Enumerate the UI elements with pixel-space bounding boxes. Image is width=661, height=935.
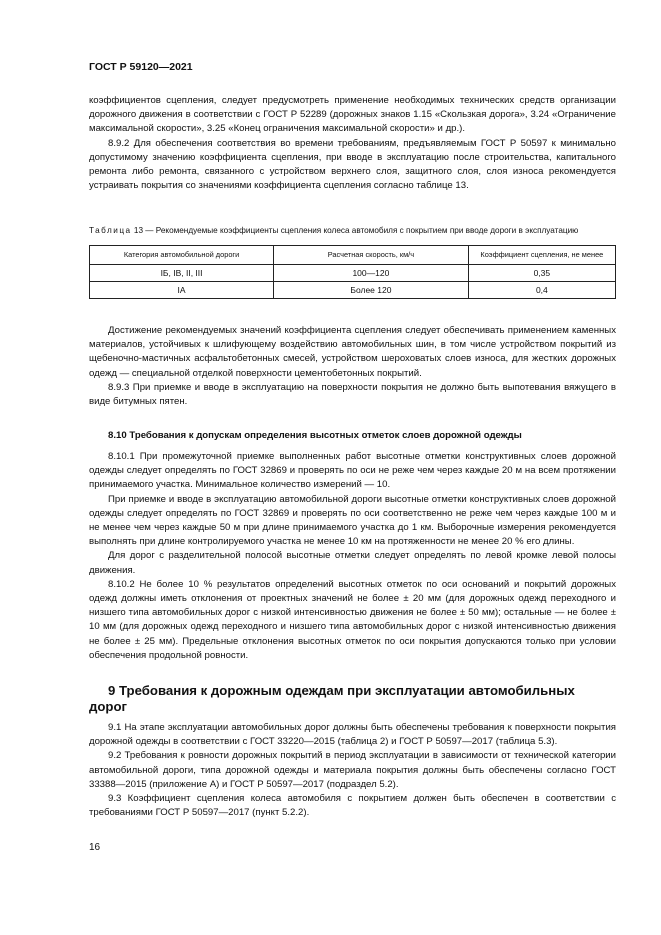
section-title <box>89 683 616 715</box>
table-cell: IБ, IВ, II, III <box>90 264 274 281</box>
table-caption-label: Таблица <box>89 226 132 235</box>
paragraph-text: Достижение рекомендуемых значений коэффициента сцепления следует обеспечивать применением каменных материалов, устойчивых к шлифующему воздействию автомобильных шин, в том числе устройством покрытий из щебеночно-мастичных асфальтобетонных смесей, устройством шероховатых слоев износа, для жестких дорожных одежд — специальной отделкой поверхности цементобетонных покрытий. <box>89 325 616 379</box>
paragraph-text: 9.2 Требования к ровности дорожных покрытий в период эксплуатации в зависимости от технической категории автомобильной дороги, типа дорожной одежды и материала покрытия должны быть обеспечены согласно ГОСТ 33388—2015 (приложение А) и ГОСТ Р 50597—2017 (подраздел 5.2). <box>89 750 616 790</box>
paragraph-text: 8.10.1 При промежуточной приемке выполненных работ высотные отметки конструктивных слоев дорожной одежды следует определять по ГОСТ 32869 и проверять по оси не реже чем через каждые 20 м на всем протяжении принимаемого участка. Минимальное количество измерений — 10. <box>89 451 616 491</box>
table-header-row <box>90 245 616 264</box>
table-13 <box>89 225 616 299</box>
document-header: ГОСТ Р 59120—2021 <box>89 61 193 73</box>
table-cell: IA <box>90 281 274 298</box>
table-cell: 0,4 <box>468 281 615 298</box>
table-caption-text: 13 — Рекомендуемые коэффициенты сцепления колеса автомобиля с покрытием при вводе дороги в эксплуатацию <box>133 226 579 235</box>
paragraph-text: 8.9.2 Для обеспечения соответствия во времени требованиям, предъявляемым ГОСТ Р 50597 к минимально допустимому значению коэффициента сцепления, при вводе в эксплуатацию после строительства, капитального ремонта либо ремонта, связанного с устройством верхнего слоя, защитного слоя, слоя износа рекомендуется устраивать покрытия со значениями коэффициента сцепления согласно таблице 13. <box>89 137 616 192</box>
coefficients-table <box>89 245 616 299</box>
paragraph-text: Для дорог с разделительной полосой высотные отметки следует определять по левой кромке левой полосы движения. <box>89 550 616 576</box>
subsection-heading: 8.10 Требования к допускам определения высотных отметок слоев дорожной одежды <box>108 430 522 441</box>
paragraph-group <box>89 450 616 663</box>
paragraph-text: 9.3 Коэффициент сцепления колеса автомобиля с покрытием должен быть обеспечен в соответствии с требованиями ГОСТ Р 50597—2017 (пункт 5.2.2). <box>89 793 616 819</box>
paragraph <box>89 94 616 193</box>
paragraph-text: 9.1 На этапе эксплуатации автомобильных дорог должны быть обеспечены требования к поверхности покрытия дорожной одежды в соответствии с ГОСТ 33220—2015 (таблица 2) и ГОСТ Р 50597—2017 (таблица 5.3). <box>89 722 616 748</box>
paragraph-text: коэффициентов сцепления, следует предусмотреть применение необходимых технических средств организации дорожного движения в соответствии с ГОСТ Р 52289 (дорожных знаков 1.15 «Скользкая дорога», 3.24 «Ограничение максимальной скорости», 3.25 «Конец ограничения максимальной скорости» и др.). <box>89 95 616 135</box>
table-header-cell: Категория автомобильной дороги <box>90 245 274 264</box>
table-header-cell: Расчетная скорость, км/ч <box>274 245 469 264</box>
table-header-cell: Коэффициент сцепления, не менее <box>468 245 615 264</box>
paragraph-group <box>89 324 616 409</box>
paragraph-group <box>89 721 616 820</box>
table-cell: 100—120 <box>274 264 469 281</box>
table-row <box>90 281 616 298</box>
subsection-title <box>89 429 616 443</box>
table-cell: 0,35 <box>468 264 615 281</box>
table-cell: Более 120 <box>274 281 469 298</box>
paragraph-text: 8.9.3 При приемке и вводе в эксплуатацию на поверхности покрытия не должно быть выпотевания вяжущего в виде битумных пятен. <box>89 381 616 408</box>
section-heading: 9 Требования к дорожным одеждам при эксплуатации автомобильных дорог <box>89 683 575 714</box>
table-row <box>90 264 616 281</box>
paragraph-text: 8.10.2 Не более 10 % результатов определений высотных отметок по оси оснований и покрытий дорожных одежд должны иметь отклонения от проектных значений не более ± 20 мм (для дорожных одежд переходного и низшего типа автомобильных дорог с низкой интенсивностью движения не более ± 50 мм); остальные — не более ± 10 мм (для дорожных одежд переходного и низшего типа автомобильных дорог с низкой интенсивностью движения не более ± 25 мм). Предельные отклонения высотных отметок по оси покрытия допускаются только при условии обеспечения продольной ровности. <box>89 578 616 661</box>
paragraph-text: При приемке и вводе в эксплуатацию автомобильной дороги высотные отметки конструктивных слоев дорожной одежды следует определять по ГОСТ 32869 и проверять по оси соответственно не реже чем через каждые 100 м и не менее чем через каждые 50 м при длине принимаемого участка до 1 км. Выборочные измерения рекомендуется выполнять при длине контролируемого участка не менее 10 км на протяженности не менее 20 % его длины. <box>89 493 616 548</box>
page-number: 16 <box>89 842 101 853</box>
table-caption <box>89 225 616 237</box>
